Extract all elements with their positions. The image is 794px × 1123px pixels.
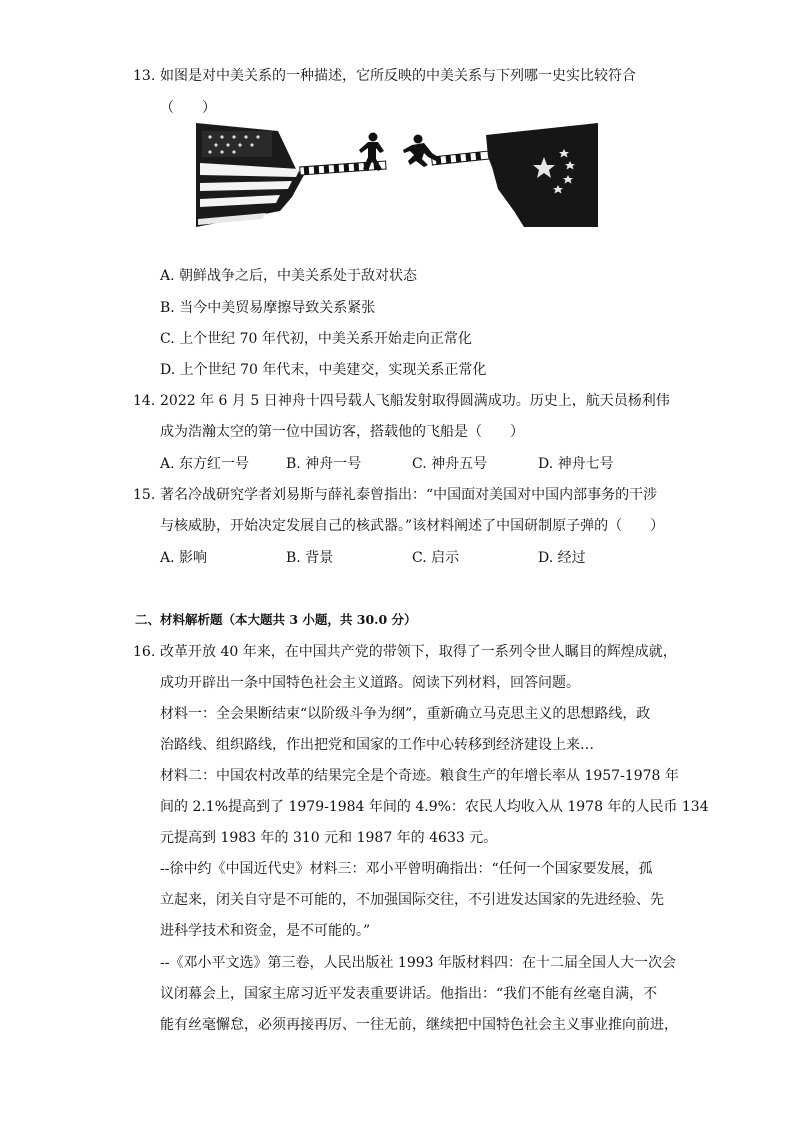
section-2-heading: 二、材料解析题（本大题共 3 小题，共 30.0 分） bbox=[135, 612, 417, 627]
question-16-line: 改革开放 40 年来，在中国共产党的带领下，取得了一系列令世人瞩目的辉煌成就， bbox=[160, 644, 677, 660]
question-14-stem-line2: 成为浩瀚太空的第一位中国访客，搭载他的飞船是（ ） bbox=[160, 424, 524, 440]
question-13-stem-line1: 如图是对中美关系的一种描述，它所反映的中美关系与下列哪一史实比较符合 bbox=[160, 68, 636, 84]
question-16-material-4: --《邓小平文选》第三卷，人民出版社 1993 年版材料四：在十二届全国人大一次会 bbox=[160, 955, 676, 971]
question-16-material-1: 材料一：全会果断结束“以阶级斗争为纲”，重新确立马克思主义的思想路线，政 bbox=[160, 706, 651, 722]
question-15-option-c: C. 启示 bbox=[412, 550, 460, 566]
us-china-bridge-illustration bbox=[196, 123, 598, 227]
question-14-option-a: A. 东方红一号 bbox=[160, 456, 250, 472]
question-15-stem-line1: 著名冷战研究学者刘易斯与薛礼泰曾指出：“中国面对美国对中国内部事务的干涉 bbox=[160, 487, 658, 503]
question-14-option-b: B. 神舟一号 bbox=[286, 456, 362, 472]
question-14-option-d: D. 神舟七号 bbox=[538, 456, 614, 472]
question-16-line: 立起来，闭关自守是不可能的，不加强国际交往，不引进发达国家的先进经验、先 bbox=[160, 892, 664, 908]
question-13-option-c: C. 上个世纪 70 年代初，中美关系开始走向正常化 bbox=[160, 331, 472, 347]
question-15-option-d: D. 经过 bbox=[538, 550, 586, 566]
question-16-line: 元提高到 1983 年的 310 元和 1987 年的 4633 元。 bbox=[160, 830, 498, 846]
question-16-line: 进科学技术和资金，是不可能的。” bbox=[160, 923, 371, 939]
question-16-line: 议闭幕会上，国家主席习近平发表重要讲话。他指出：“我们不能有丝毫自满，不 bbox=[160, 986, 658, 1002]
question-13-stem-line2: （ ） bbox=[160, 100, 216, 116]
question-13-option-a: A. 朝鲜战争之后，中美关系处于敌对状态 bbox=[160, 268, 418, 284]
question-16-material-3: --徐中约《中国近代史》材料三：邓小平曾明确指出：“任何一个国家要发展，孤 bbox=[160, 861, 653, 877]
question-14-number: 14. bbox=[133, 393, 156, 409]
question-13-option-d: D. 上个世纪 70 年代末，中美建交，实现关系正常化 bbox=[160, 362, 487, 378]
question-15-option-a: A. 影响 bbox=[160, 550, 208, 566]
question-14-stem-line1: 2022 年 6 月 5 日神舟十四号载人飞船发射取得圆满成功。历史上，航天员杨利伟 bbox=[160, 393, 670, 409]
question-16-line: 成功开辟出一条中国特色社会主义道路。阅读下列材料，回答问题。 bbox=[160, 675, 580, 691]
question-16-line: 间的 2.1%提高到了 1979-1984 年间的 4.9%：农民人均收入从 1978 年的人民币 134 bbox=[160, 799, 709, 815]
question-15-option-b: B. 背景 bbox=[286, 550, 334, 566]
question-13-option-b: B. 当今中美贸易摩擦导致关系紧张 bbox=[160, 300, 376, 316]
question-15-number: 15. bbox=[133, 487, 156, 503]
question-16-material-2: 材料二：中国农村改革的结果完全是个奇迹。粮食生产的年增长率从 1957-1978 年 bbox=[160, 768, 679, 784]
question-16-number: 16. bbox=[133, 644, 156, 660]
question-15-stem-line2: 与核威胁，开始决定发展自己的核武器。”该材料阐述了中国研制原子弹的（ ） bbox=[160, 518, 665, 534]
question-16-line: 能有丝毫懈怠，必须再接再厉、一往无前，继续把中国特色社会主义事业推向前进， bbox=[160, 1017, 678, 1033]
question-16-line: 治路线、组织路线，作出把党和国家的工作中心转移到经济建设上来… bbox=[160, 737, 594, 753]
question-13-number: 13. bbox=[133, 68, 156, 84]
question-14-option-c: C. 神舟五号 bbox=[412, 456, 488, 472]
